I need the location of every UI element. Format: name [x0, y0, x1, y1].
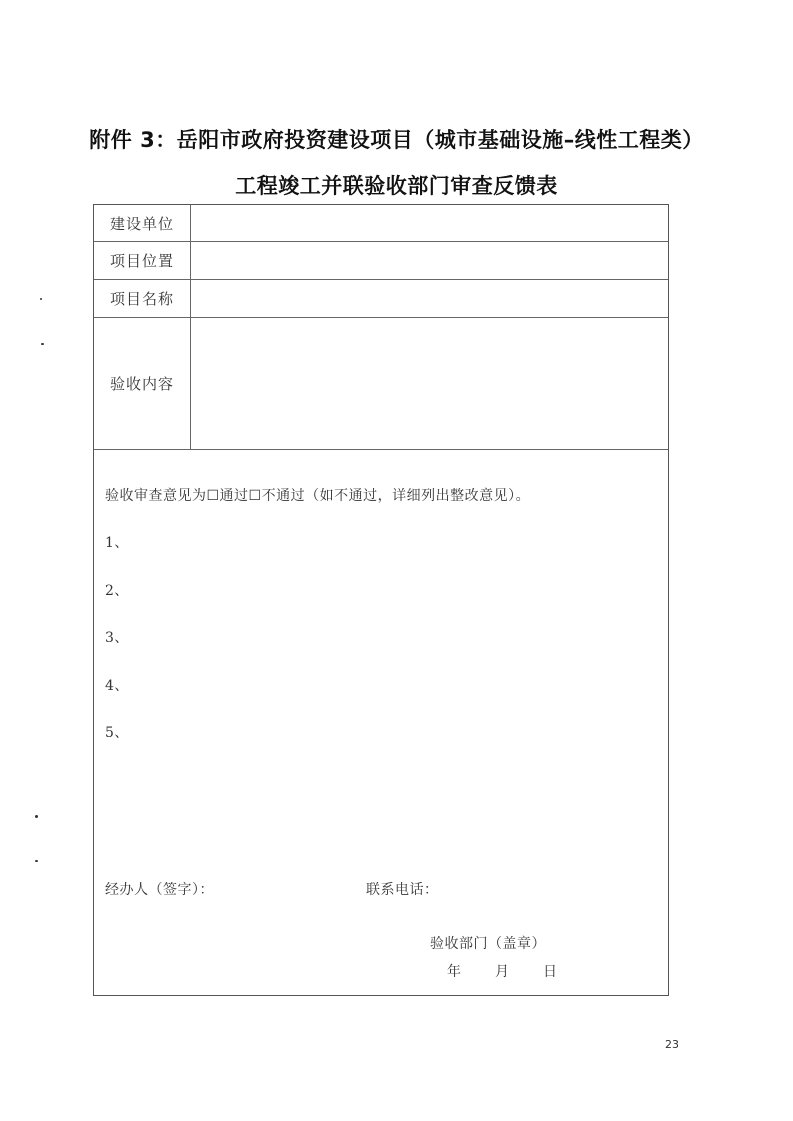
- opinion-item-3: 3、: [105, 630, 129, 646]
- date-month-label: 月: [495, 964, 510, 980]
- opinion-item-4: 4、: [105, 678, 129, 694]
- row-label-construction-unit: 建设单位: [94, 205, 191, 241]
- acceptance-content-field[interactable]: [191, 318, 668, 449]
- scan-speck: [35, 860, 38, 862]
- date-year-label: 年: [447, 964, 462, 980]
- page-number: 23: [665, 1038, 679, 1051]
- table-row-project-name: [94, 280, 668, 318]
- table-row-acceptance-content: [94, 318, 668, 450]
- scan-speck: [41, 343, 44, 345]
- document-subtitle: 工程竣工并联验收部门审查反馈表: [235, 174, 558, 198]
- handler-signature-label: 经办人（签字）：: [105, 882, 214, 898]
- document-title: 附件 3：岳阳市政府投资建设项目（城市基础设施–线性工程类）: [89, 128, 704, 152]
- contact-phone-label: 联系电话：: [366, 882, 439, 898]
- opinion-item-1: 1、: [105, 535, 129, 551]
- construction-unit-field[interactable]: [191, 205, 668, 241]
- scan-speck: [40, 298, 42, 300]
- project-location-field[interactable]: [191, 242, 668, 279]
- row-label-project-location: 项目位置: [94, 242, 191, 279]
- scan-speck: [35, 815, 38, 818]
- table-row-project-location: [94, 242, 668, 280]
- project-name-field[interactable]: [191, 280, 668, 317]
- department-seal-label: 验收部门（盖章）: [430, 936, 546, 952]
- date-day-label: 日: [543, 964, 558, 980]
- opinion-item-5: 5、: [105, 725, 129, 741]
- feedback-form-table: [93, 204, 669, 996]
- review-opinion-text: 验收审查意见为☐通过☐不通过（如不通过，详细列出整改意见）。: [105, 488, 531, 504]
- table-row-construction-unit: [94, 205, 668, 242]
- row-label-acceptance-content: 验收内容: [94, 318, 191, 449]
- opinion-item-2: 2、: [105, 583, 129, 599]
- row-label-project-name: 项目名称: [94, 280, 191, 317]
